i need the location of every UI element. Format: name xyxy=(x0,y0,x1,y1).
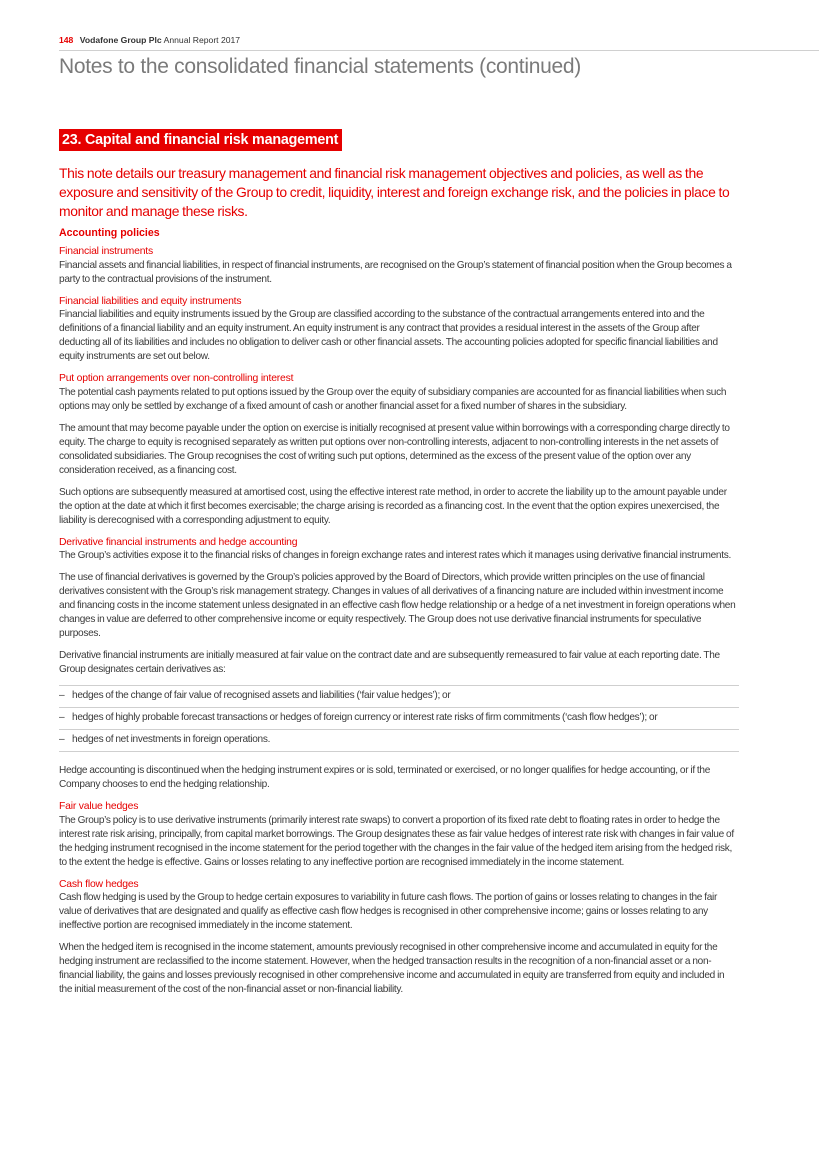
subheading-put-option: Put option arrangements over non-controlling interest xyxy=(59,373,294,384)
page-number: 148 xyxy=(59,35,74,45)
paragraph: The use of financial derivatives is governed by the Group’s policies approved by the Board of Directors, which provide written principles on the use of financial derivatives consistent with the Group’s risk management strategy. Changes in values of all derivatives of a financing nature are included within investment income and financing costs in the income statement unless designated in an effective cash flow hedge relationship or a hedge of a net investment in foreign operations when changes in value are deferred to other comprehensive income or equity respectively. The Group does not use derivative financial instruments for speculative purposes. xyxy=(59,572,736,639)
running-header xyxy=(59,35,240,45)
dash-bullet: – xyxy=(59,712,65,723)
paragraph: The potential cash payments related to put options issued by the Group over the equity of subsidiary companies are accounted for as financial liabilities when such options may only be settled by exchange of a fixed amount of cash or another financial asset for a fixed number of shares in the subsidiary. xyxy=(59,386,727,412)
subheading-financial-liabilities: Financial liabilities and equity instruments xyxy=(59,295,242,307)
list-item-text: hedges of highly probable forecast transactions or hedges of foreign currency or interest rate risks of firm commitments (‘cash flow hedges’); or xyxy=(72,712,658,723)
list-item-text: hedges of net investments in foreign operations. xyxy=(72,734,271,745)
page-title: Notes to the consolidated financial statements (continued) xyxy=(59,55,581,78)
paragraph: Financial liabilities and equity instruments issued by the Group are classified according to the substance of the contractual arrangements entered into and the definitions of a financial liability and an equity instrument. An equity instrument is any contract that provides a residual interest in the assets of the Group after deducting all of its liabilities and includes no obligation to deliver cash or other financial assets. The accounting policies adopted for specific financial liabilities and equity instruments are set out below. xyxy=(59,309,718,362)
subheading-cash-flow-hedges: Cash flow hedges xyxy=(59,878,139,890)
paragraph: Hedge accounting is discontinued when the hedging instrument expires or is sold, terminated or exercised, or no longer qualifies for hedge accounting, or if the Company chooses to end the hedging relationship. xyxy=(59,765,711,790)
main-content xyxy=(59,129,739,1005)
report-name: Annual Report 2017 xyxy=(163,35,241,45)
paragraph: Cash flow hedging is used by the Group to hedge certain exposures to variability in future cash flows. The portion of gains or losses relating to changes in the fair value of derivatives that are designated and qualify as effective cash flow hedges is recognised in other comprehensive income; gains or losses relating to any ineffective portion are recognised immediately in the income statement. xyxy=(59,892,718,931)
subheading-financial-instruments: Financial instruments xyxy=(59,246,153,257)
header-divider xyxy=(59,50,819,51)
list-item xyxy=(59,686,739,708)
paragraph: Financial assets and financial liabilities, in respect of financial instruments, are recognised on the Group’s statement of financial position when the Group becomes a party to the contractual provisions of the instrument. xyxy=(59,259,732,285)
dash-bullet: – xyxy=(59,734,65,745)
paragraph: Derivative financial instruments are initially measured at fair value on the contract date and are subsequently remeasured to fair value at each reporting date. The Group designates certain derivatives as: xyxy=(59,650,720,675)
list-item xyxy=(59,708,739,730)
paragraph: Such options are subsequently measured at amortised cost, using the effective interest rate method, in order to accrete the liability up to the amount payable under the option at the date at which it first becomes exercisable; the charge arising is recorded as a financing cost. In the event that the option expires unexercised, the liability is derecognised with a corresponding adjustment to equity. xyxy=(59,486,727,526)
subheading-derivatives: Derivative financial instruments and hedge accounting xyxy=(59,536,298,548)
hedge-types-list xyxy=(59,685,739,752)
paragraph: The Group’s activities expose it to the financial risks of changes in foreign exchange rates and interest rates which it manages using derivative financial instruments. xyxy=(59,550,731,561)
dash-bullet: – xyxy=(59,690,65,701)
paragraph: When the hedged item is recognised in the income statement, amounts previously recognised in other comprehensive income and accumulated in equity for the hedging instrument are reclassified to the income statement. However, when the hedged transaction results in the recognition of a non-financial asset or a non-financial liability, the gains and losses previously recognised in other comprehensive income and accumulated in equity are transferred from equity and included in the initial measurement of the cost of the non-financial asset or non-financial liability. xyxy=(59,942,725,995)
paragraph: The Group’s policy is to use derivative instruments (primarily interest rate swaps) to convert a proportion of its fixed rate debt to floating rates in order to hedge the interest rate risk arising, principally, from capital market borrowings. The Group designates these as fair value hedges of interest rate risk with changes in fair value of the hedging instrument recognised in the income statement for the period together with the changes in the fair value of the hedged item arising from the hedged risk, to the extent the hedge is effective. Gains or losses relating to any ineffective portion are recognised immediately in the income statement. xyxy=(59,814,734,868)
paragraph: The amount that may become payable under the option on exercise is initially recognised at present value within borrowings with a corresponding charge directly to equity. The charge to equity is recognised separately as written put options over non-controlling interests, adjacent to non-controlling interests in the net assets of consolidated subsidiaries. The Group recognises the cost of writing such put options, determined as the excess of the present value of the option over any consideration received, as a financing cost. xyxy=(59,422,730,476)
accounting-policies-heading: Accounting policies xyxy=(59,227,160,239)
section-heading: 23. Capital and financial risk management xyxy=(59,129,342,151)
company-name: Vodafone Group Plc xyxy=(79,35,162,45)
section-intro: This note details our treasury management and financial risk management objectives and policies, as well as the exposure and sensitivity of the Group to credit, liquidity, interest and foreign exchange risk, and the policies in place to monitor and manage these risks. xyxy=(59,165,730,219)
list-item-text: hedges of the change of fair value of recognised assets and liabilities (‘fair value hedges’); or xyxy=(72,690,451,701)
list-item xyxy=(59,730,739,752)
subheading-fair-value-hedges: Fair value hedges xyxy=(59,801,139,812)
